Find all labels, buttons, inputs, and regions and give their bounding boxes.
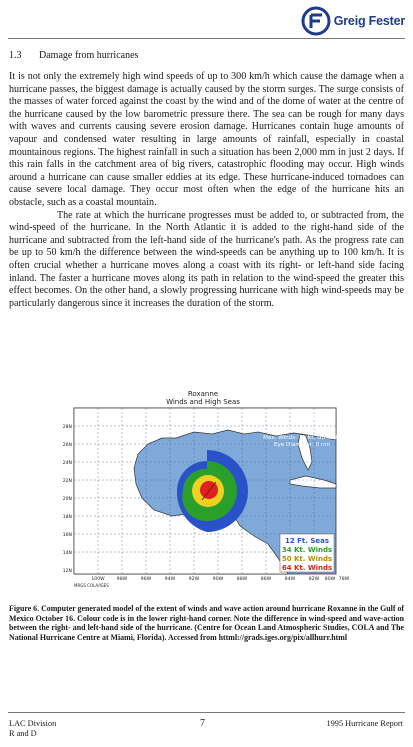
lon-label: 80W [324, 577, 336, 582]
map-subtitle: Winds and High Seas [166, 398, 240, 406]
body-text [9, 71, 404, 310]
legend-64kt-winds: 64 Kt. Winds [281, 564, 333, 572]
footer-division-line1: LAC Division [9, 719, 57, 728]
lat-label: 18N [62, 515, 72, 520]
lat-axis [63, 424, 72, 574]
footer-division-line2: R and D [9, 729, 37, 738]
lat-label: 14N [62, 551, 72, 556]
lon-label: 100W [91, 577, 105, 582]
lon-axis [91, 576, 349, 582]
greig-fester-logo-icon [301, 6, 331, 36]
legend-34kt-winds: 34 Kt. Winds [281, 546, 333, 554]
lat-label: 12N [62, 569, 72, 574]
lat-label: 22N [62, 479, 72, 484]
lat-label: 20N [62, 497, 72, 502]
hurricane-map-figure [44, 388, 362, 588]
header-divider [8, 38, 405, 39]
lat-label: 16N [62, 533, 72, 538]
map-credit: MRGS COLA/IGES [74, 583, 109, 588]
lon-label: 88W [236, 577, 248, 582]
lon-label: 90W [212, 577, 224, 582]
storm-eye: Eye Diameter: 0 nm [273, 442, 331, 448]
paragraph-2: The rate at which the hurricane progresses must be added to, or subtracted from, the wind-speed of the hurricane. In the North Atlantic it is added to the right-hand side of the hurricane and subtracted from the left-hand side of the hurricane's path. As the progress rate can be up to 50 km/h the difference between the wind-speeds can be anything up to 100 km/h. It is often crucial whether a hurricane moves along a coast with its right- or left-hand side facing inland. The faster a hurricane moves along its path in relation to the wind-speed the greater this effect becomes. On the other hand, a slowly progressing hurricane with high wind-speeds may be particularly dangerous since it increases the duration of the storm. [9, 209, 404, 309]
map-title: Roxanne [187, 390, 219, 398]
storm-position: Lat: 20.3N, Lon: 91.6W [269, 421, 335, 427]
section-title: Damage from hurricanes [39, 50, 139, 61]
page-number: 7 [200, 718, 205, 729]
legend [282, 537, 332, 572]
company-logo [301, 6, 405, 36]
section-number: 1.3 [9, 50, 22, 61]
lon-label: 92W [188, 577, 200, 582]
footer-divider [8, 712, 405, 713]
brand-name: Greig Fester [333, 14, 405, 28]
lat-label: 26N [62, 443, 72, 448]
lon-label: 96W [140, 577, 152, 582]
report-title: 1995 Hurricane Report [326, 719, 403, 728]
storm-max-winds: Max. Winds: 75 Kt, Gust: 90 [263, 435, 341, 441]
lon-label: 78W [338, 577, 350, 582]
lat-label: 28N [62, 425, 72, 430]
lon-label: 94W [164, 577, 176, 582]
figure-caption: Figure 6. Computer generated model of the extent of winds and wave action around hurricane Roxanne in the Gulf of Mexico October 16. Colour code is in the lower right-hand corner. Note the difference in wind-speed and wave-action between the right- and left-hand side of the hurricane. (Centre for Ocean Land Atmospheric Studies, COLA and The National Hurricane Centre at Miami, Florida). Accessed from httml://grads.iges.org/pix/allhurr.html [9, 604, 404, 642]
lon-label: 86W [260, 577, 272, 582]
lat-label: 24N [62, 461, 72, 466]
legend-12ft-seas: 12 Ft. Seas [284, 537, 330, 545]
legend-50kt-winds: 50 Kt. Winds [281, 555, 333, 563]
lon-label: 98W [116, 577, 128, 582]
storm-pressure: Pressure: 979 mb [277, 428, 327, 434]
paragraph-1: It is not only the extremely high wind speeds of up to 300 km/h which cause the damage when a hurricane passes, the biggest damage is actually caused by the storm surges. The surge consists of the masses of water forced against the coast by the wind and of the dome of water at the centre of the hurricane caused by the low barometric pressure there. The sea can be rough for many days with waves and currents causing severe erosion damage. Hurricanes contain huge amounts of vapour and condensed water resulting in large amounts of rainfall, especially in coastal mountainous regions. The highest rainfall in such a situation has been 2,000 mm in just 2 days. If this rain falls in the catchment area of big rivers, catastrophic flooding may occur. High winds around a hurricane can cause smaller eddies at its edge. These hurricane-induced tornadoes can cause severe local damage. They occur most often when the edge of the hurricane hits an obstacle, such as a coastal mountain. [9, 71, 404, 208]
section-heading [9, 50, 138, 61]
hurricane-map [44, 388, 362, 588]
footer-division [9, 719, 56, 739]
lon-label: 84W [284, 577, 296, 582]
storm-time: OCT 16/0300Z [281, 414, 323, 420]
lon-label: 82W [308, 577, 320, 582]
